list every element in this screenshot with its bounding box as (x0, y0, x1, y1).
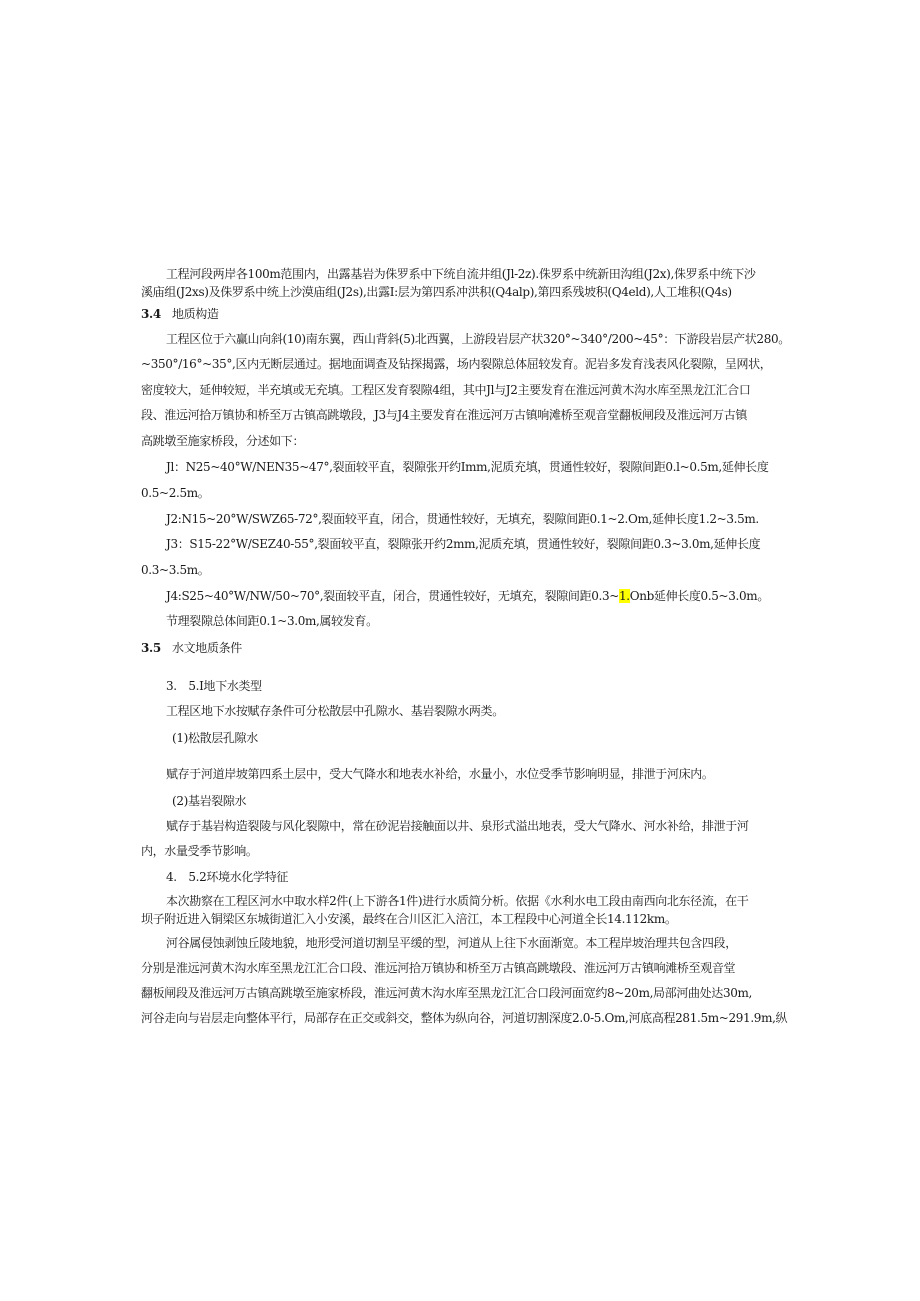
paragraph-line: 溪庙组(J2xs)及侏罗系中统上沙漠庙组(J2s),出露I:层为第四系冲洪积(Q4alp),第四系残坡积(Q4eld),人工堆积(Q4s) (141, 285, 732, 299)
j4-text-before: J4:S25~40°W/NW/50~70°,裂面较平直，闭合，贯通性较好，无填充，裂隙间距0.3~ (166, 589, 619, 603)
paragraph-line: 高跳墩至施家桥段，分述如下： (141, 434, 305, 448)
paragraph-line: 内，水量受季节影响。 (141, 844, 258, 858)
paragraph-line: 河谷属侵蚀剥蚀丘陵地貌，地形受河道切割呈平缓的型，河道从上往下水面渐宽。本工程岸坡治理共包含四段， (166, 936, 737, 950)
paragraph-line: 赋存于基岩构造裂陵与风化裂隙中，常在砂泥岩接触面以井、泉形式溢出地表，受大气降水、河水补给，排泄于河 (166, 819, 749, 833)
section-title: 水文地质条件 (172, 641, 242, 655)
joint-set-j1: Jl：N25~40°W/NEN35~47°,裂面较平直，裂隙张开约Imm,泥质充填，贯通性较好，裂隙间距0.l~0.5m,延伸长度 (166, 460, 769, 474)
joint-set-j4 (166, 588, 769, 604)
paragraph-line: 分别是淮远河黄木沟水库至黑龙江汇合口段、淮远河拾万镇协和桥至万古镇高跳墩段、淮远河万古镇响滩桥至观音堂 (141, 961, 736, 975)
paragraph-line: 赋存于河道岸坡第四系土层中，受大气降水和地表水补给，水量小，水位受季节影响明显，排泄于河床内。 (166, 767, 714, 781)
paragraph-line: 工程区位于六赢山向斜(10)南东翼，西山背斜(5)北西翼，上游段岩层产状320°~340°/200~45°：下游段岩层产状280。 (166, 332, 790, 346)
paragraph-line: 工程河段两岸各100m范围内，出露基岩为侏罗系中下统自流井组(Jl-2z).侏罗系中统新田沟组(J2x),侏罗系中统下沙 (166, 267, 756, 281)
paragraph-line: 0.5~2.5m。 (141, 486, 210, 500)
highlighted-text: 1. (618, 589, 630, 603)
paragraph-line: 工程区地下水按赋存条件可分松散层中孔隙水、基岩裂隙水两类。 (166, 704, 504, 718)
paragraph-line: 0.3~3.5m。 (141, 563, 210, 577)
paragraph-line: 密度较大，延伸较短，半充填或无充填。工程区发育裂隙4组，其中Jl与J2主要发育在淮远河黄木沟水库至黑龙江汇合口 (141, 383, 751, 397)
subsection-heading: 4. 5.2环境水化学特征 (166, 870, 288, 884)
paragraph-line: 本次勘察在工程区河水中取水样2件(上下游各1件)进行水质简分析。依据《水利水电工段由南西向北东径流，在干 (166, 894, 749, 908)
paragraph-line: 段、淮远河拾万镇协和桥至万古镇高跳墩段，J3与J4主要发育在淮远河万古镇响滩桥至观音堂翻板闸段及淮远河万古镇 (141, 408, 747, 422)
section-number: 3.5 (141, 641, 161, 655)
subsection-heading: 3. 5.I地下水类型 (166, 679, 262, 693)
subheading: (1)松散层孔隙水 (172, 731, 258, 745)
paragraph-line: 节理裂隙总体间距0.1~3.0m,属较发育。 (166, 614, 378, 628)
subheading: (2)基岩裂隙水 (172, 794, 247, 808)
paragraph-line: 坝子附近进入铜梁区东城街道汇入小安溪，最终在合川区汇入涪江，本工程段中心河道全长14.112km。 (141, 912, 677, 926)
joint-set-j3: J3：S15-22°W/SEZ40-55°,裂面较平直，裂隙张开约2mm,泥质充填，贯通性较好，裂隙间距0.3~3.0m,延伸长度 (166, 537, 761, 551)
j4-text-after: Onb延伸长度0.5~3.0m。 (629, 589, 769, 603)
section-title: 地质构造 (172, 307, 219, 321)
paragraph-line: ~350°/16°~35°,区内无断层通过。据地面调查及钻探揭露，场内裂隙总体屈较发育。泥岩多发育浅表风化裂隙，呈网状， (141, 357, 772, 371)
paragraph-line: 河谷走向与岩层走向整体平行，局部存在正交或斜交，整体为纵向谷，河道切割深度2.0-5.Om,河底高程281.5m~291.9m,纵 (141, 1011, 788, 1025)
section-number: 3.4 (141, 307, 161, 321)
paragraph-line: 翻板闸段及淮远河万古镇高跳墩至施家桥段，淮远河黄木沟水库至黑龙江汇合口段河面宽约8~20m,局部河曲处达30m, (141, 986, 753, 1000)
joint-set-j2: J2:N15~20°W/SWZ65-72°,裂面较平直，闭合，贯通性较好，无填充，裂隙间距0.1~2.Om,延伸长度1.2~3.5m. (166, 512, 759, 526)
